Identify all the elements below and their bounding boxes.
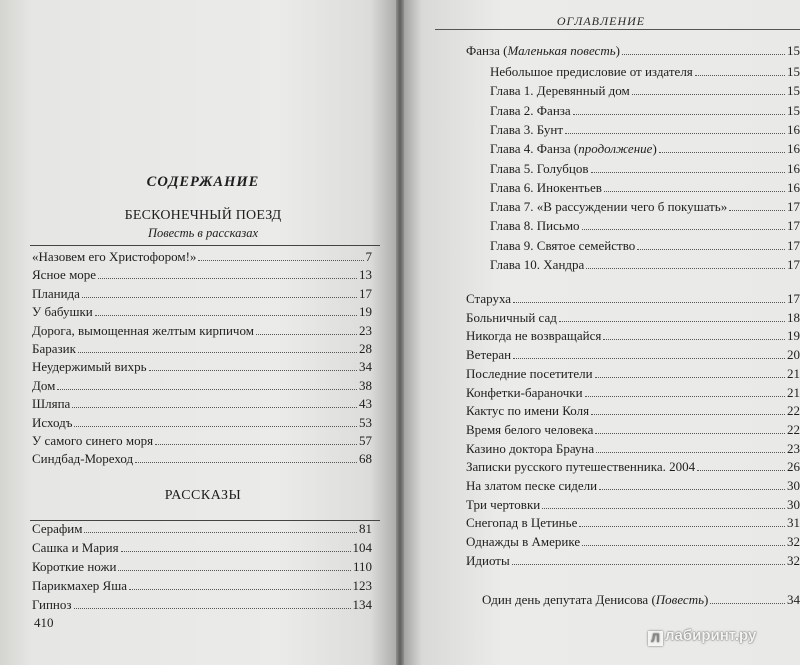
- toc-title: Глава 1. Деревянный дом: [490, 83, 630, 99]
- leader-dots: [595, 421, 785, 434]
- toc-title: Глава 8. Письмо: [490, 218, 580, 234]
- toc-title: Время белого человека: [466, 421, 594, 437]
- toc-entry[interactable]: [466, 327, 800, 344]
- toc-page: 21: [787, 365, 800, 381]
- toc-page: 110: [352, 559, 372, 574]
- leader-dots: [559, 309, 785, 322]
- leader-dots: [697, 458, 785, 471]
- toc-entry[interactable]: [466, 290, 800, 307]
- toc-title: Глава 6. Инокентьев: [490, 179, 602, 195]
- running-head: [402, 12, 800, 30]
- toc-title: Серафим: [32, 521, 83, 536]
- toc-title: Парикмахер Яша: [32, 578, 127, 593]
- toc-title: Баразик: [32, 341, 76, 356]
- toc-title: Глава 7. «В рассуждении чего б покушать»: [490, 199, 728, 215]
- toc-page: 17: [787, 218, 800, 234]
- toc-title: Исходъ: [32, 414, 73, 430]
- toc-page: 30: [787, 478, 800, 493]
- toc-entry[interactable]: [32, 596, 372, 613]
- toc-entry[interactable]: [466, 552, 800, 569]
- toc-page: 16: [787, 160, 800, 176]
- toc-page: 16: [787, 179, 800, 195]
- toc-title: Глава 4. Фанза (продолжение): [490, 141, 657, 157]
- leader-dots: [72, 395, 357, 408]
- toc-entry[interactable]: [32, 340, 372, 357]
- toc-title: Конфетки-бараночки: [466, 384, 583, 400]
- leader-dots: [84, 520, 357, 533]
- toc-entry[interactable]: [32, 248, 372, 265]
- toc-page: 17: [787, 291, 800, 306]
- toc-entry[interactable]: [466, 514, 800, 531]
- toc-title: Казино доктора Брауна: [466, 440, 595, 456]
- leader-dots: [149, 358, 357, 371]
- toc-title: Снегопад в Цетинье: [466, 515, 578, 531]
- leader-dots: [622, 42, 785, 55]
- watermark-icon: Л: [648, 631, 663, 646]
- toc-page: 16: [787, 141, 800, 157]
- toc-title: У бабушки: [32, 304, 93, 320]
- bleed-through-text: [40, 42, 380, 77]
- leader-dots: [695, 63, 785, 76]
- toc-title: Сашка и Мария: [32, 540, 119, 555]
- section-subtitle: Повесть в рассказах: [147, 226, 259, 240]
- toc-title: Ясное море: [32, 267, 97, 283]
- toc-entry[interactable]: [32, 414, 372, 431]
- toc-title: Глава 9. Святое семейство: [490, 237, 636, 253]
- toc-page: 13: [359, 267, 372, 283]
- toc-entry[interactable]: [466, 440, 800, 457]
- leader-dots: [135, 450, 357, 463]
- toc-title: Дорога, вымощенная желтым кирпичом: [32, 322, 254, 338]
- section-rule: [30, 245, 380, 246]
- leader-dots: [74, 414, 357, 427]
- toc-title: Глава 2. Фанза: [490, 102, 571, 118]
- toc-title: Дом: [32, 377, 56, 393]
- leader-dots: [129, 577, 351, 590]
- toc-title: Записки русского путешественника. 2004: [466, 459, 696, 475]
- toc-page: 23: [359, 322, 372, 338]
- toc-entry[interactable]: [490, 256, 800, 273]
- leader-dots: [573, 102, 785, 115]
- toc-title: Шляпа: [32, 396, 71, 412]
- toc-entry[interactable]: [490, 160, 800, 177]
- toc-page: 19: [359, 304, 372, 320]
- toc-entry[interactable]: [466, 309, 800, 326]
- toc-entry[interactable]: [32, 285, 372, 302]
- leader-dots: [82, 285, 357, 298]
- leader-dots: [596, 440, 785, 453]
- toc-page: 123: [352, 578, 372, 593]
- leader-dots: [513, 346, 785, 359]
- toc-page: 16: [787, 121, 800, 137]
- toc-title: Планида: [32, 285, 80, 301]
- toc-entry[interactable]: [466, 402, 800, 419]
- leader-dots: [591, 402, 785, 415]
- toc-title: Синдбад-Мореход: [32, 451, 134, 467]
- toc-page: 22: [787, 421, 800, 437]
- toc-page: 19: [787, 328, 800, 344]
- leader-dots: [582, 217, 785, 230]
- toc-title: У самого синего моря: [32, 433, 154, 448]
- toc-entry[interactable]: [466, 477, 800, 494]
- toc-entry[interactable]: [32, 358, 372, 375]
- toc-page: 68: [359, 451, 372, 467]
- leader-dots: [57, 377, 357, 390]
- leader-dots: [599, 477, 785, 490]
- running-head-text: ОГЛАВЛЕНИЕ: [556, 14, 646, 28]
- toc-page: 23: [787, 440, 800, 456]
- toc-page: 26: [787, 459, 800, 475]
- toc-entry[interactable]: [32, 395, 372, 412]
- toc-title: На златом песке сидели: [466, 478, 598, 493]
- toc-page: 17: [787, 199, 800, 215]
- leader-dots: [729, 198, 785, 211]
- toc-entry-last[interactable]: Один день депутата Денисова (Повесть) 34: [482, 592, 800, 607]
- leader-dots: [155, 432, 357, 445]
- leader-dots: [78, 340, 357, 353]
- toc-entry[interactable]: [32, 303, 372, 320]
- toc-entry[interactable]: [32, 558, 372, 575]
- toc-entry[interactable]: [466, 458, 800, 475]
- toc-page: 43: [359, 396, 372, 412]
- toc-page: 134: [352, 597, 372, 612]
- toc-page: 38: [359, 377, 372, 393]
- toc-page: 15: [787, 64, 800, 79]
- toc-entry[interactable]: [490, 237, 800, 254]
- toc-title: Три чертовки: [466, 496, 541, 512]
- toc-entry[interactable]: [32, 450, 372, 467]
- leader-dots: [121, 539, 351, 552]
- toc-title: Последние посетители: [466, 365, 593, 381]
- toc-entry[interactable]: [32, 377, 372, 394]
- toc-page: 28: [359, 341, 372, 356]
- toc-page: 15: [787, 43, 800, 58]
- watermark-logo: Л лабиринт.ру: [648, 627, 756, 646]
- toc-page: 18: [787, 309, 800, 325]
- section-title-stories: РАССКАЗЫ: [164, 488, 242, 503]
- leader-dots: [659, 140, 785, 153]
- toc-title: Ветеран: [466, 347, 512, 363]
- toc-page: 15: [787, 102, 800, 118]
- toc-page: 17: [787, 237, 800, 253]
- toc-page: 15: [787, 83, 800, 99]
- leader-dots: [586, 256, 785, 269]
- toc-entry[interactable]: [466, 346, 800, 363]
- toc-page: 34: [787, 592, 800, 607]
- toc-entry[interactable]: [466, 496, 800, 513]
- toc-page: 7: [365, 249, 372, 264]
- leader-dots: [595, 365, 785, 378]
- toc-page: 21: [787, 384, 800, 400]
- toc-title: Никогда не возвращайся: [466, 328, 602, 344]
- leader-dots: [582, 533, 785, 546]
- toc-title: Небольшое предисловие от издателя: [490, 64, 693, 79]
- toc-page: 17: [359, 285, 372, 301]
- toc-entry[interactable]: [466, 365, 800, 382]
- toc-entry[interactable]: [466, 384, 800, 401]
- toc-page: 31: [787, 515, 800, 531]
- toc-page: 32: [787, 552, 800, 568]
- toc-entry[interactable]: [490, 102, 800, 119]
- toc-entry[interactable]: [490, 121, 800, 138]
- toc-entry[interactable]: [32, 266, 372, 283]
- toc-page: 57: [359, 433, 372, 448]
- leader-dots: [95, 303, 357, 316]
- toc-page: 30: [787, 496, 800, 512]
- toc-entry[interactable]: [490, 198, 800, 215]
- toc-entry[interactable]: [32, 577, 372, 594]
- toc-entry-novella[interactable]: Фанза (Маленькая повесть) 15: [466, 43, 800, 58]
- running-head-rule: [435, 29, 800, 30]
- toc-entry[interactable]: [490, 140, 800, 157]
- leader-dots: [585, 384, 785, 397]
- toc-entry[interactable]: [32, 432, 372, 449]
- leader-dots: [565, 121, 785, 134]
- leader-dots: [710, 591, 785, 604]
- toc-entry[interactable]: [32, 520, 372, 537]
- toc-page: 81: [359, 521, 372, 536]
- toc-page: 104: [352, 540, 372, 555]
- toc-title: Глава 5. Голубцов: [490, 160, 589, 176]
- leader-dots: [256, 322, 357, 335]
- toc-entry[interactable]: [466, 533, 800, 550]
- toc-title: Глава 3. Бунт: [490, 121, 564, 137]
- leader-dots: [74, 596, 351, 609]
- leader-dots: [579, 514, 785, 527]
- toc-entry[interactable]: [490, 63, 800, 80]
- leader-dots: [603, 327, 785, 340]
- toc-page: 53: [359, 414, 372, 430]
- toc-page: 22: [787, 403, 800, 419]
- leader-dots: [512, 552, 785, 565]
- toc-entry[interactable]: [490, 82, 800, 99]
- toc-page: 17: [787, 257, 800, 272]
- toc-title: Однажды в Америке: [466, 534, 581, 550]
- toc-title: «Назовем его Христофором!»: [32, 249, 197, 264]
- toc-page: 34: [359, 359, 372, 375]
- toc-entry[interactable]: [32, 322, 372, 339]
- page-number: 410: [34, 615, 54, 630]
- leader-dots: [637, 237, 785, 250]
- toc-title: Короткие ножи: [32, 559, 117, 574]
- contents-title: СОДЕРЖАНИЕ: [146, 174, 260, 190]
- toc-entry[interactable]: [490, 179, 800, 196]
- toc-entry[interactable]: [490, 217, 800, 234]
- leader-dots: [198, 248, 363, 261]
- leader-dots: [513, 290, 785, 303]
- toc-title: Глава 10. Хандра: [490, 257, 585, 272]
- book-gutter: [396, 0, 404, 665]
- toc-title: Больничный сад: [466, 309, 557, 325]
- toc-title: Идиоты: [466, 552, 510, 568]
- toc-page: 32: [787, 534, 800, 550]
- section-title-train: БЕСКОНЕЧНЫЙ ПОЕЗД: [124, 208, 282, 223]
- toc-title: Неудержимый вихрь: [32, 359, 147, 375]
- toc-entry[interactable]: [466, 421, 800, 438]
- leader-dots: [542, 496, 785, 509]
- toc-title: Кактус по имени Коля: [466, 403, 590, 419]
- toc-title: Гипноз: [32, 597, 72, 612]
- leader-dots: [632, 82, 785, 95]
- leader-dots: [98, 266, 357, 279]
- leader-dots: [604, 179, 785, 192]
- toc-entry[interactable]: [32, 539, 372, 556]
- toc-page: 20: [787, 347, 800, 363]
- leader-dots: [118, 558, 351, 571]
- toc-title: Старуха: [466, 291, 512, 306]
- leader-dots: [591, 160, 785, 173]
